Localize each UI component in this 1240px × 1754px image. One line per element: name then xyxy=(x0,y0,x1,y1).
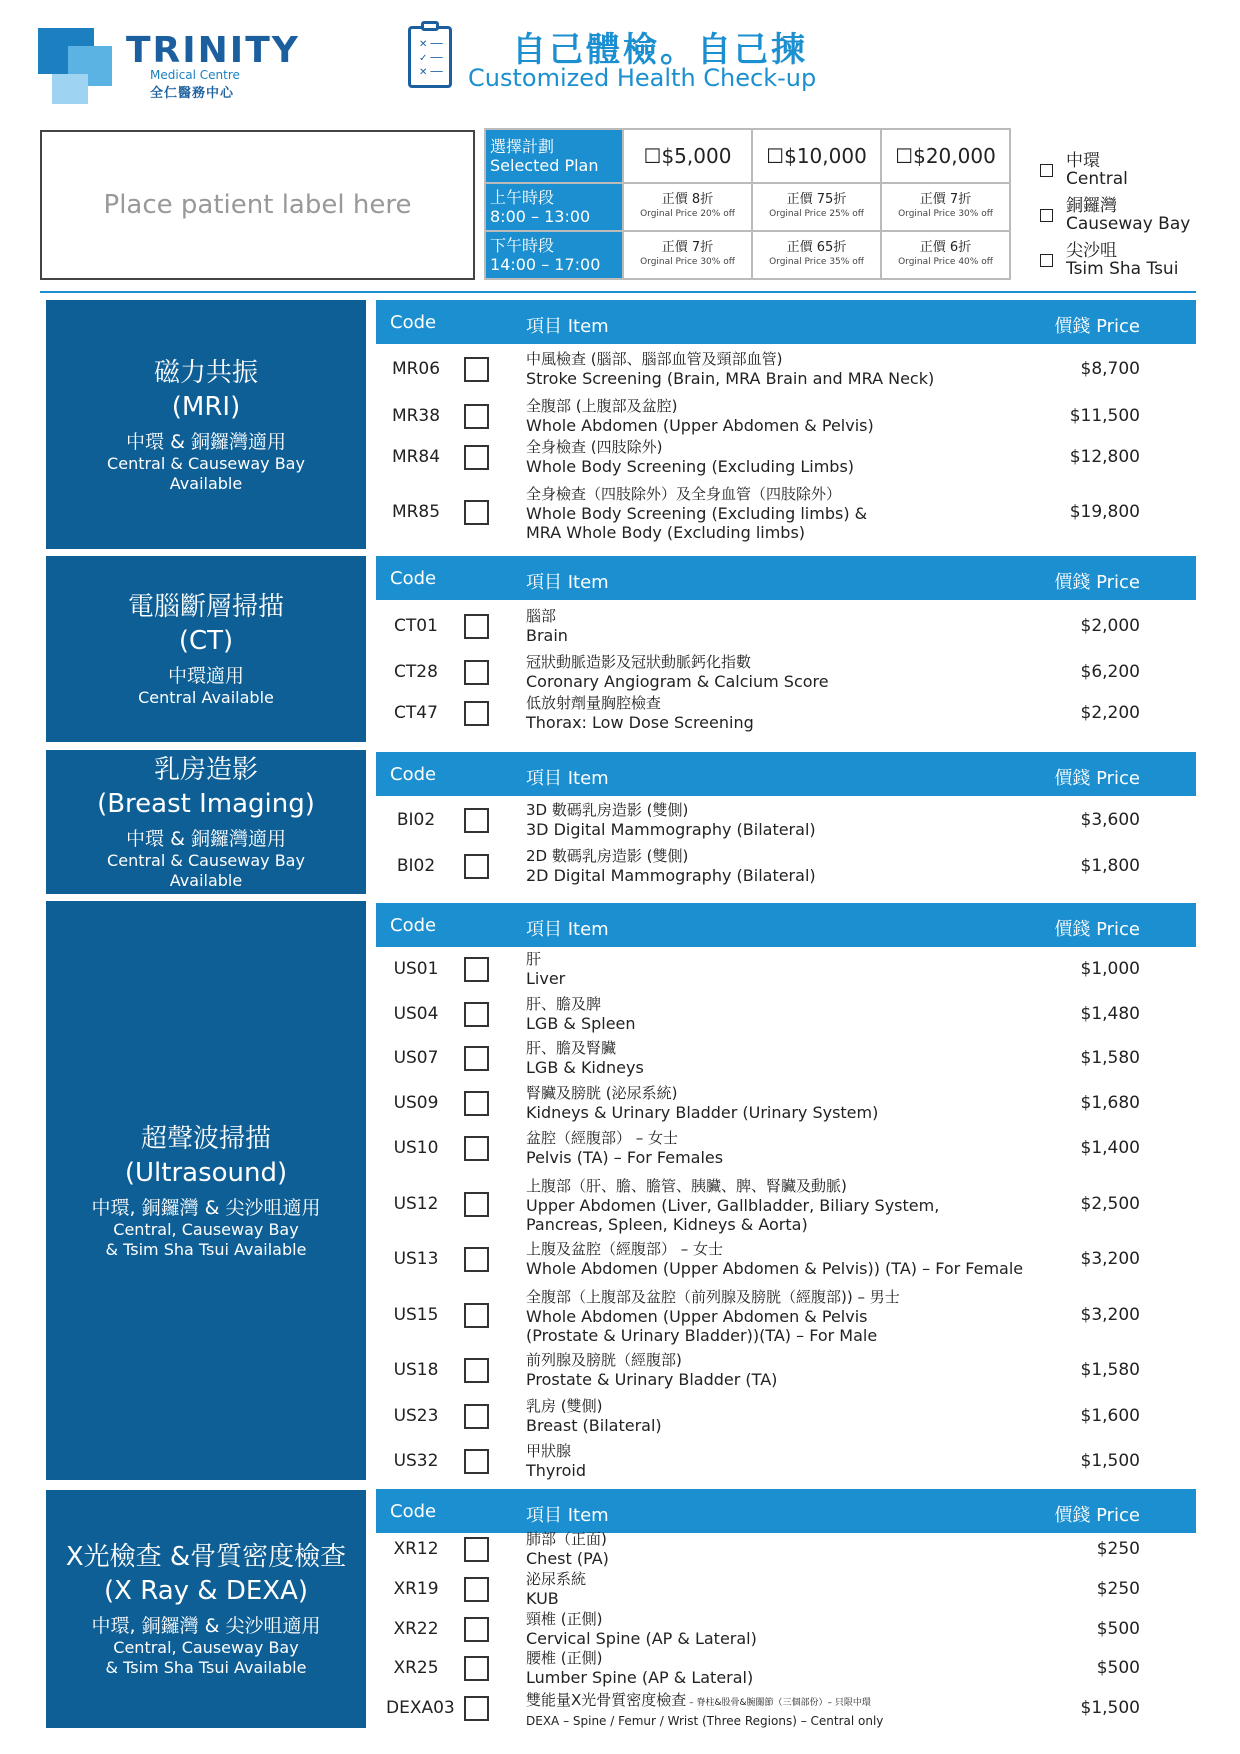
item-price: $250 xyxy=(1096,1539,1140,1559)
item-price: $1,500 xyxy=(1080,1451,1140,1471)
item-checkbox[interactable] xyxy=(464,1656,489,1681)
item-code: US13 xyxy=(393,1249,439,1269)
header-price: 價錢 Price xyxy=(1054,919,1140,940)
item-price: $3,200 xyxy=(1080,1305,1140,1325)
location-tsim-sha-tsui[interactable]: 尖沙咀 Tsim Sha Tsui xyxy=(1040,242,1178,278)
item-name-en: Stroke Screening (Brain, MRA Brain and MRA Neck) xyxy=(526,369,935,388)
checkbox[interactable] xyxy=(1040,164,1053,177)
item-checkbox[interactable] xyxy=(464,1303,489,1328)
item-code: US10 xyxy=(393,1138,439,1158)
section-availability-zh: 中環 & 銅鑼灣適用 xyxy=(126,828,286,850)
item-name-zh: 3D 數碼乳房造影 (雙側) xyxy=(526,801,689,819)
item-checkbox[interactable] xyxy=(464,701,489,726)
item-name-zh: 盆腔（經腹部） – 女士 xyxy=(526,1129,679,1147)
am-session-header: 上午時段 8:00 – 13:00 xyxy=(485,183,623,231)
item-name-en: 2D Digital Mammography (Bilateral) xyxy=(526,866,816,885)
item-name-zh: 前列腺及膀胱（經腹部) xyxy=(526,1351,682,1369)
table-header xyxy=(376,903,1196,947)
item-checkbox[interactable] xyxy=(464,445,489,470)
item-name-en: Whole Abdomen (Upper Abdomen & Pelvis) xyxy=(526,416,874,435)
item-code: XR19 xyxy=(393,1579,439,1599)
item-name-zh: 頸椎 (正側) xyxy=(526,1610,603,1628)
section-title-en: (MRI) xyxy=(171,391,241,422)
item-name-en-cont: Pancreas, Spleen, Kidneys & Aorta) xyxy=(526,1215,808,1234)
pm-discount: 正價 6折 Orginal Price 40% off xyxy=(881,231,1010,279)
section-availability-en: & Tsim Sha Tsui Available xyxy=(105,1658,307,1677)
am-discount: 正價 75折 Orginal Price 25% off xyxy=(752,183,881,231)
pm-session-header: 下午時段 14:00 – 17:00 xyxy=(485,231,623,279)
section-availability-zh: 中環, 銅鑼灣 & 尖沙咀適用 xyxy=(91,1615,321,1637)
item-checkbox[interactable] xyxy=(464,1617,489,1642)
divider xyxy=(40,291,1196,293)
table-header xyxy=(376,300,1196,344)
header-item: 項目 Item xyxy=(526,1505,609,1526)
item-price: $1,580 xyxy=(1080,1360,1140,1380)
item-code: XR22 xyxy=(393,1619,439,1639)
item-code: US07 xyxy=(393,1048,439,1068)
item-name-en: Chest (PA) xyxy=(526,1549,609,1568)
item-name-en: Prostate & Urinary Bladder (TA) xyxy=(526,1370,778,1389)
location-central[interactable]: 中環 Central xyxy=(1040,152,1128,188)
item-name-zh: 上腹部（肝、膽、膽管、胰臟、脾、腎臟及動脈) xyxy=(526,1177,847,1195)
item-code: US12 xyxy=(393,1194,439,1214)
item-name-en: LGB & Kidneys xyxy=(526,1058,644,1077)
item-code: US15 xyxy=(393,1305,439,1325)
section-availability-en: & Tsim Sha Tsui Available xyxy=(105,1239,307,1259)
item-code: XR25 xyxy=(393,1658,439,1678)
item-code: US23 xyxy=(393,1406,439,1426)
section-availability-en: Available xyxy=(169,871,243,890)
item-name-zh: 全身檢查 (四肢除外) xyxy=(526,438,663,456)
item-name-en: Brain xyxy=(526,626,568,645)
item-price: $500 xyxy=(1096,1619,1140,1639)
item-name-en: Whole Abdomen (Upper Abdomen & Pelvis)) (TA) – For Female xyxy=(526,1259,1024,1278)
header-code: Code xyxy=(390,1501,437,1522)
section-title-en: (Ultrasound) xyxy=(124,1157,288,1188)
item-checkbox[interactable] xyxy=(464,1358,489,1383)
logo-name: TRINITY xyxy=(126,30,300,71)
item-name-en: Thyroid xyxy=(526,1461,586,1480)
section-availability-zh: 中環, 銅鑼灣 & 尖沙咀適用 xyxy=(91,1196,321,1219)
section-title-zh: 磁力共振 xyxy=(153,357,258,388)
item-code: DEXA03 xyxy=(386,1698,455,1718)
item-name-zh: 全腹部 (上腹部及盆腔) xyxy=(526,397,678,415)
location-causeway-bay[interactable]: 銅鑼灣 Causeway Bay xyxy=(1040,197,1190,233)
item-code: CT47 xyxy=(394,703,438,723)
item-code: MR38 xyxy=(391,406,441,426)
item-price: $12,800 xyxy=(1069,447,1140,467)
item-price: $6,200 xyxy=(1080,662,1140,682)
item-name-zh: 肺部（正面) xyxy=(526,1530,607,1548)
item-checkbox[interactable] xyxy=(464,1577,489,1602)
item-name-zh: 2D 數碼乳房造影 (雙側) xyxy=(526,847,689,865)
item-price: $500 xyxy=(1096,1658,1140,1678)
item-code: BI02 xyxy=(396,810,436,830)
checkbox[interactable] xyxy=(1040,254,1053,267)
am-discount: 正價 8折 Orginal Price 20% off xyxy=(623,183,752,231)
item-name-zh: 雙能量X光骨質密度檢查 – 脊柱&股骨&腕關節（三個部份）– 只限中環 xyxy=(526,1691,871,1709)
item-checkbox[interactable] xyxy=(464,1247,489,1272)
header-item: 項目 Item xyxy=(526,572,609,593)
item-price: $1,400 xyxy=(1080,1138,1140,1158)
item-name-en: Thorax: Low Dose Screening xyxy=(526,713,754,732)
item-name-zh: 泌尿系統 xyxy=(526,1570,587,1588)
item-code: BI02 xyxy=(396,856,436,876)
pm-discount: 正價 7折 Orginal Price 30% off xyxy=(623,231,752,279)
page-title-en: Customized Health Check-up xyxy=(468,64,817,92)
item-price: $19,800 xyxy=(1069,502,1140,522)
section-availability-en: Central Available xyxy=(138,688,274,707)
item-name-zh: 中風檢查 (腦部、腦部血管及頸部血管) xyxy=(526,350,783,368)
item-name-zh: 上腹及盆腔（經腹部） – 女士 xyxy=(526,1240,724,1258)
item-name-zh: 肝、膽及脾 xyxy=(526,995,602,1013)
section-availability-en: Central, Causeway Bay xyxy=(113,1219,299,1239)
header-price: 價錢 Price xyxy=(1054,572,1140,593)
item-checkbox[interactable] xyxy=(464,808,489,833)
item-price: $1,600 xyxy=(1080,1406,1140,1426)
section-panel xyxy=(46,300,366,549)
item-name-zh: 冠狀動脈造影及冠狀動脈鈣化指數 xyxy=(526,653,752,671)
item-name-en: 3D Digital Mammography (Bilateral) xyxy=(526,820,816,839)
item-name-zh: 腰椎 (正側) xyxy=(526,1649,603,1667)
header-price: 價錢 Price xyxy=(1054,316,1140,337)
item-name-en: Lumber Spine (AP & Lateral) xyxy=(526,1668,754,1687)
plan-20000-option[interactable]: ☐$20,000 xyxy=(881,129,1010,183)
item-price: $2,500 xyxy=(1080,1194,1140,1214)
pm-discount: 正價 65折 Orginal Price 35% off xyxy=(752,231,881,279)
header-code: Code xyxy=(390,568,437,589)
patient-label-area: Place patient label here xyxy=(40,130,475,280)
item-name-en: Breast (Bilateral) xyxy=(526,1416,662,1435)
section-panel xyxy=(46,750,366,894)
item-checkbox[interactable] xyxy=(464,1046,489,1071)
item-checkbox[interactable] xyxy=(464,1537,489,1562)
item-price: $1,580 xyxy=(1080,1048,1140,1068)
item-code: MR85 xyxy=(391,502,441,522)
section-availability-en: Available xyxy=(169,473,243,493)
item-name-zh: 肝 xyxy=(526,950,542,968)
item-code: CT28 xyxy=(394,662,438,682)
item-name-en: Whole Abdomen (Upper Abdomen & Pelvis xyxy=(526,1307,868,1326)
item-code: US04 xyxy=(393,1004,439,1024)
item-name-zh: 全腹部（上腹部及盆腔（前列腺及膀胱（經腹部)) – 男士 xyxy=(526,1288,900,1306)
item-note: – 脊柱&股骨&腕關節（三個部份）– 只限中環 xyxy=(686,1698,871,1708)
item-name-en: KUB xyxy=(526,1589,559,1608)
header-item: 項目 Item xyxy=(526,919,609,940)
item-price: $3,600 xyxy=(1080,810,1140,830)
item-checkbox[interactable] xyxy=(464,1091,489,1116)
item-checkbox[interactable] xyxy=(464,854,489,879)
logo-sub-zh: 全仁醫務中心 xyxy=(150,86,235,101)
section-availability-zh: 中環 & 銅鑼灣適用 xyxy=(126,430,286,453)
item-name-en: Liver xyxy=(526,969,566,988)
header-price: 價錢 Price xyxy=(1054,1505,1140,1526)
item-checkbox[interactable] xyxy=(464,957,489,982)
item-name-en: Whole Body Screening (Excluding limbs) & xyxy=(526,504,868,523)
item-price: $1,500 xyxy=(1080,1698,1140,1718)
plan-header: 選擇計劃 Selected Plan xyxy=(485,129,623,183)
section-availability-en: Central, Causeway Bay xyxy=(113,1638,299,1657)
logo-sub-en: Medical Centre xyxy=(150,68,240,82)
item-price: $2,200 xyxy=(1080,703,1140,723)
item-checkbox[interactable] xyxy=(464,1002,489,1027)
item-code: MR06 xyxy=(391,359,441,379)
item-code: US01 xyxy=(393,959,439,979)
item-name-en: LGB & Spleen xyxy=(526,1014,636,1033)
item-price: $2,000 xyxy=(1080,616,1140,636)
item-name-zh: 乳房 (雙側) xyxy=(526,1397,603,1415)
am-discount: 正價 7折 Orginal Price 30% off xyxy=(881,183,1010,231)
clipboard-icon: ✕ ── ✓ ── ✕ ── xyxy=(408,26,452,88)
item-name-zh: 全身檢查（四肢除外）及全身血管（四肢除外） xyxy=(526,485,842,503)
item-checkbox[interactable] xyxy=(464,1136,489,1161)
item-name-en-cont: (Prostate & Urinary Bladder))(TA) – For Male xyxy=(526,1326,878,1345)
item-code: MR84 xyxy=(391,447,441,467)
item-checkbox[interactable] xyxy=(464,357,489,382)
section-panel xyxy=(46,1490,366,1728)
section-title-zh: 電腦斷層掃描 xyxy=(127,592,284,622)
item-checkbox[interactable] xyxy=(464,1192,489,1217)
item-code: CT01 xyxy=(394,616,438,636)
item-checkbox[interactable] xyxy=(464,614,489,639)
header-code: Code xyxy=(390,764,437,785)
item-checkbox[interactable] xyxy=(464,404,489,429)
section-title-zh: 超聲波掃描 xyxy=(140,1123,271,1154)
item-price: $1,800 xyxy=(1080,856,1140,876)
item-name-zh: 甲狀腺 xyxy=(526,1442,572,1460)
section-availability-en: Central & Causeway Bay xyxy=(107,851,305,870)
item-code: US18 xyxy=(393,1360,439,1380)
section-availability-en: Central & Causeway Bay xyxy=(107,453,305,473)
item-name-en-cont: MRA Whole Body (Excluding limbs) xyxy=(526,523,806,542)
item-checkbox[interactable] xyxy=(464,660,489,685)
header-price: 價錢 Price xyxy=(1054,768,1140,789)
item-price: $8,700 xyxy=(1080,359,1140,379)
table-header xyxy=(376,1489,1196,1533)
item-name-zh: 肝、膽及腎臟 xyxy=(526,1039,617,1057)
section-panel xyxy=(46,901,366,1480)
item-checkbox[interactable] xyxy=(464,500,489,525)
item-price: $11,500 xyxy=(1069,406,1140,426)
item-name-en: Cervical Spine (AP & Lateral) xyxy=(526,1629,757,1648)
item-name-en: Kidneys & Urinary Bladder (Urinary System) xyxy=(526,1103,879,1122)
item-name-zh: 腦部 xyxy=(526,607,557,625)
item-code: US32 xyxy=(393,1451,439,1471)
item-price: $1,480 xyxy=(1080,1004,1140,1024)
header-code: Code xyxy=(390,312,437,333)
section-panel xyxy=(46,556,366,742)
table-header xyxy=(376,556,1196,600)
section-title-zh: 乳房造影 xyxy=(153,755,258,785)
item-name-zh: 腎臟及膀胱 (泌尿系統) xyxy=(526,1084,678,1102)
section-title-zh: X光檢查 &骨質密度檢查 xyxy=(65,1542,347,1572)
section-availability-zh: 中環適用 xyxy=(167,665,244,687)
section-title-en: (CT) xyxy=(178,626,234,656)
table-header xyxy=(376,752,1196,796)
item-name-en: Whole Body Screening (Excluding Limbs) xyxy=(526,457,855,476)
plan-10000-option[interactable]: ☐$10,000 xyxy=(752,129,881,183)
item-price: $1,680 xyxy=(1080,1093,1140,1113)
item-name-en: Coronary Angiogram & Calcium Score xyxy=(526,672,829,691)
page-title-zh: 自己體檢。自己揀 xyxy=(512,30,808,70)
header-item: 項目 Item xyxy=(526,768,609,789)
item-code: XR12 xyxy=(393,1539,439,1559)
item-checkbox[interactable] xyxy=(464,1449,489,1474)
item-price: $3,200 xyxy=(1080,1249,1140,1269)
trinity-logo xyxy=(38,28,300,108)
item-price: $1,000 xyxy=(1080,959,1140,979)
item-name-en: Pelvis (TA) – For Females xyxy=(526,1148,724,1167)
item-checkbox[interactable] xyxy=(464,1404,489,1429)
item-name-en: Upper Abdomen (Liver, Gallbladder, Biliary System, xyxy=(526,1196,940,1215)
item-price: $250 xyxy=(1096,1579,1140,1599)
checkbox[interactable] xyxy=(1040,209,1053,222)
header-code: Code xyxy=(390,915,437,936)
item-checkbox[interactable] xyxy=(464,1696,489,1721)
plan-5000-option[interactable]: ☐$5,000 xyxy=(623,129,752,183)
item-name-zh: 低放射劑量胸腔檢查 xyxy=(526,694,662,712)
item-code: US09 xyxy=(393,1093,439,1113)
item-name-en: DEXA – Spine / Femur / Wrist (Three Regions) – Central only xyxy=(526,1714,884,1728)
header-item: 項目 Item xyxy=(526,316,609,337)
plan-table xyxy=(484,128,1011,280)
section-title-en: (X Ray & DEXA) xyxy=(103,1576,309,1606)
section-title-en: (Breast Imaging) xyxy=(97,789,315,819)
